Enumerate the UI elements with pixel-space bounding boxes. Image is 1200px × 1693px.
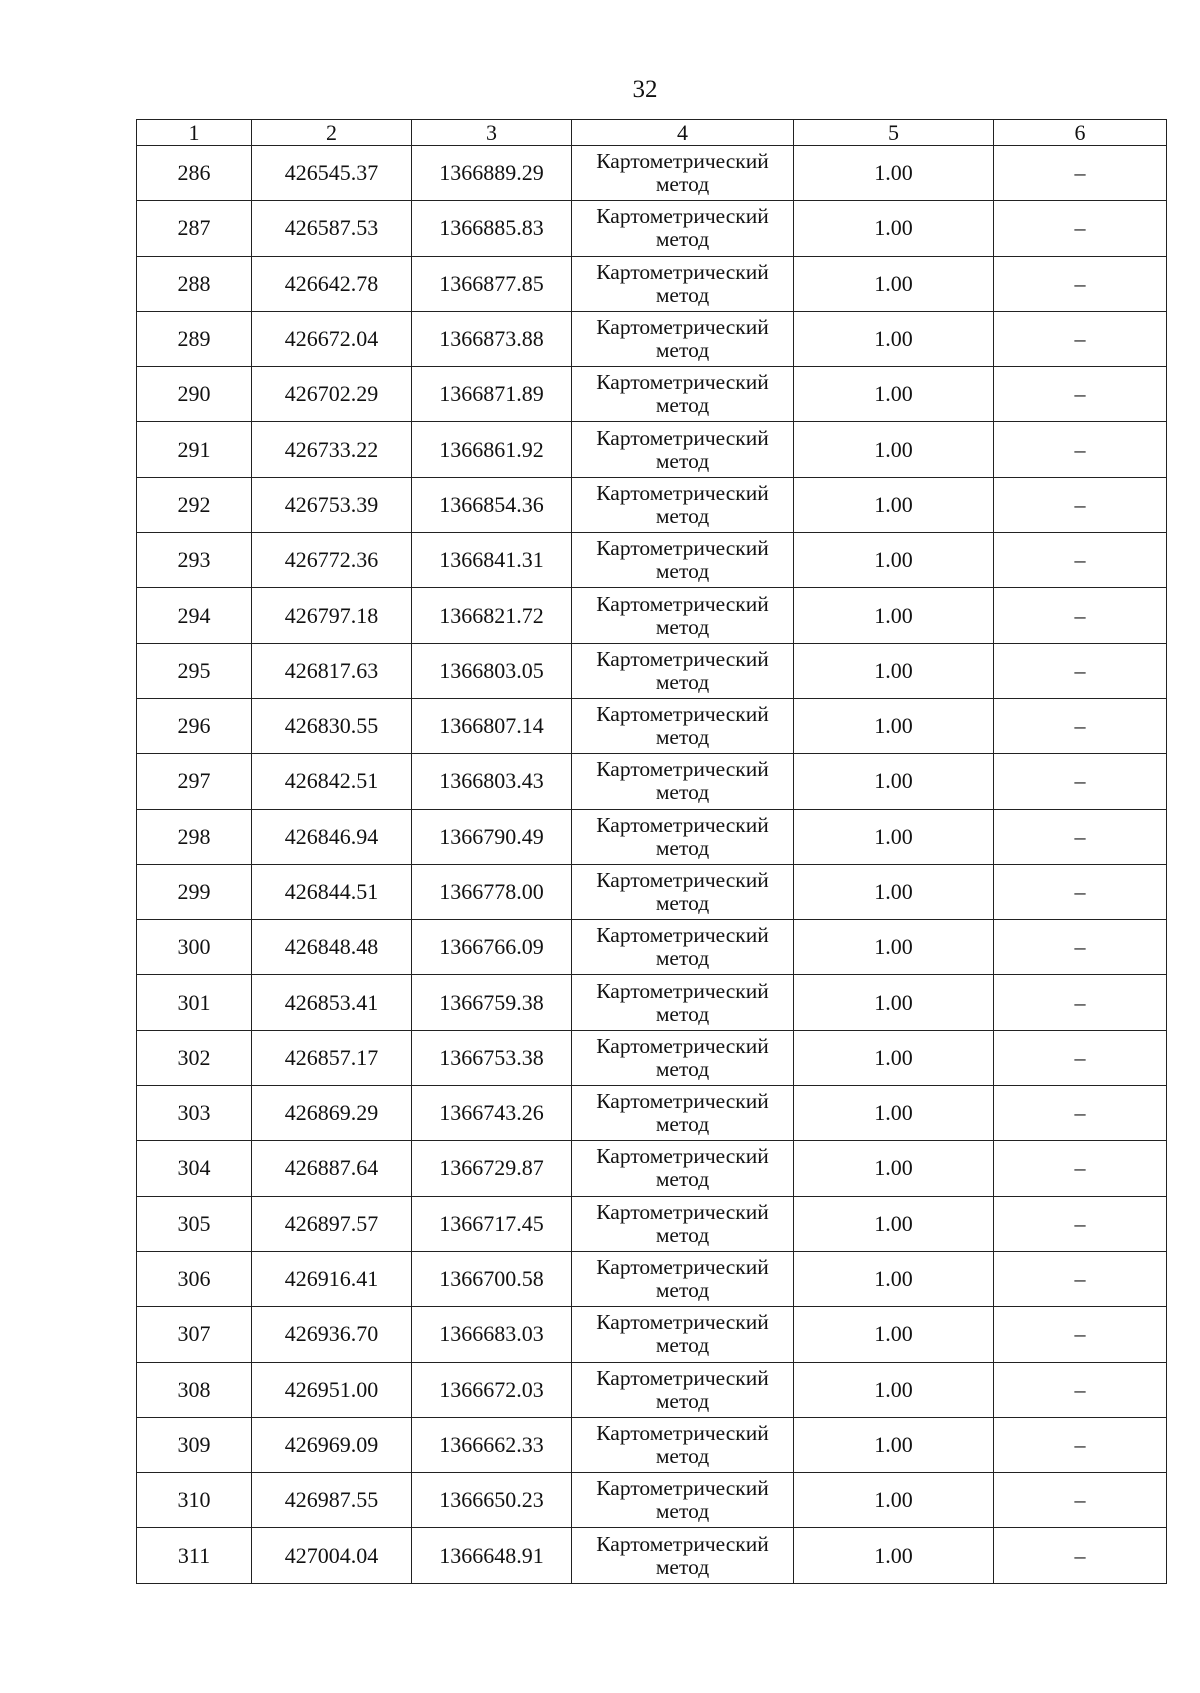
method-line-1: Картометрический — [596, 259, 769, 284]
coordinate-y-cell: 1366717.45 — [412, 1196, 572, 1251]
method-line-1: Картометрический — [596, 868, 769, 892]
coordinate-y-cell: 1366753.38 — [412, 1030, 572, 1085]
table-row — [137, 422, 1167, 477]
note-cell: – — [994, 1030, 1167, 1085]
accuracy-cell: 1.00 — [794, 1307, 994, 1362]
method-line-2: метод — [655, 946, 710, 971]
method-cell — [572, 311, 794, 366]
accuracy-cell: 1.00 — [794, 920, 994, 975]
column-header-6: 6 — [994, 120, 1167, 146]
accuracy-cell: 1.00 — [794, 1196, 994, 1251]
column-header-2: 2 — [252, 120, 412, 146]
note-cell: – — [994, 422, 1167, 477]
point-number-cell: 301 — [137, 975, 252, 1030]
coordinate-x-cell: 426733.22 — [252, 422, 412, 477]
method-line-1: Картометрический — [596, 1365, 769, 1390]
point-number-cell: 290 — [137, 367, 252, 422]
coordinate-y-cell: 1366873.88 — [412, 311, 572, 366]
method-line-2: метод — [655, 725, 710, 750]
method-cell — [572, 422, 794, 477]
point-number-cell: 309 — [137, 1417, 252, 1472]
method-line-2: метод — [655, 1388, 710, 1413]
coordinate-x-cell: 426672.04 — [252, 311, 412, 366]
method-line-2: метод — [655, 282, 710, 307]
point-number-cell: 304 — [137, 1141, 252, 1196]
method-cell — [572, 367, 794, 422]
method-line-1: Картометрический — [596, 315, 769, 340]
note-cell: – — [994, 1141, 1167, 1196]
accuracy-cell: 1.00 — [794, 643, 994, 698]
method-line-2: метод — [655, 503, 710, 528]
accuracy-cell: 1.00 — [794, 477, 994, 532]
coordinate-y-cell: 1366766.09 — [412, 920, 572, 975]
coordinate-y-cell: 1366672.03 — [412, 1362, 572, 1417]
note-cell: – — [994, 809, 1167, 864]
coordinate-y-cell: 1366700.58 — [412, 1251, 572, 1306]
point-number-cell: 307 — [137, 1307, 252, 1362]
table-row — [137, 1251, 1167, 1306]
coordinate-y-cell: 1366790.49 — [412, 809, 572, 864]
coordinate-y-cell: 1366854.36 — [412, 477, 572, 532]
note-cell: – — [994, 864, 1167, 919]
coordinate-y-cell: 1366778.00 — [412, 864, 572, 919]
note-cell: – — [994, 533, 1167, 588]
method-line-2: метод — [655, 780, 710, 805]
point-number-cell: 298 — [137, 809, 252, 864]
column-header-1: 1 — [137, 120, 252, 146]
point-number-cell: 293 — [137, 533, 252, 588]
method-line-2: метод — [655, 1167, 710, 1192]
coordinate-y-cell: 1366877.85 — [412, 256, 572, 311]
note-cell: – — [994, 311, 1167, 366]
coordinate-y-cell: 1366885.83 — [412, 201, 572, 256]
accuracy-cell: 1.00 — [794, 698, 994, 753]
column-header-4: 4 — [572, 120, 794, 146]
method-line-2: метод — [655, 227, 710, 252]
point-number-cell: 289 — [137, 311, 252, 366]
method-line-1: Картометрический — [596, 480, 769, 505]
coordinate-y-cell: 1366889.29 — [412, 146, 572, 201]
table-row — [137, 201, 1167, 256]
accuracy-cell: 1.00 — [794, 422, 994, 477]
coordinate-y-cell: 1366650.23 — [412, 1473, 572, 1528]
table-row — [137, 1086, 1167, 1141]
method-cell — [572, 643, 794, 698]
coordinate-y-cell: 1366648.91 — [412, 1528, 572, 1583]
accuracy-cell: 1.00 — [794, 754, 994, 809]
note-cell: – — [994, 975, 1167, 1030]
coordinate-y-cell: 1366807.14 — [412, 698, 572, 753]
table-row — [137, 588, 1167, 643]
method-cell — [572, 477, 794, 532]
method-line-1: Картометрический — [596, 370, 769, 395]
page-number: 32 — [632, 76, 658, 103]
table-row — [137, 864, 1167, 919]
method-cell — [572, 201, 794, 256]
table-row — [137, 1196, 1167, 1251]
accuracy-cell: 1.00 — [794, 1030, 994, 1085]
table-row — [137, 1417, 1167, 1472]
method-line-1: Картометрический — [596, 149, 769, 174]
coordinate-x-cell: 426951.00 — [252, 1362, 412, 1417]
method-cell — [572, 1196, 794, 1251]
method-line-1: Картометрический — [596, 923, 769, 948]
note-cell: – — [994, 1251, 1167, 1306]
method-line-1: Картометрический — [596, 204, 769, 229]
table-header — [137, 120, 1167, 146]
method-cell — [572, 1473, 794, 1528]
accuracy-cell: 1.00 — [794, 1417, 994, 1472]
method-line-2: метод — [655, 1056, 710, 1081]
accuracy-cell: 1.00 — [794, 533, 994, 588]
point-number-cell: 300 — [137, 920, 252, 975]
coordinate-y-cell: 1366803.43 — [412, 754, 572, 809]
table-body — [137, 146, 1167, 1584]
coordinate-x-cell: 426969.09 — [252, 1417, 412, 1472]
note-cell: – — [994, 1307, 1167, 1362]
method-line-1: Картометрический — [596, 425, 769, 450]
method-line-2: метод — [655, 1554, 710, 1579]
coordinate-x-cell: 427004.04 — [252, 1528, 412, 1583]
coordinate-x-cell: 426987.55 — [252, 1473, 412, 1528]
method-cell — [572, 588, 794, 643]
table-row — [137, 975, 1167, 1030]
method-line-1: Картометрический — [596, 1144, 769, 1169]
coordinate-x-cell: 426817.63 — [252, 643, 412, 698]
method-cell — [572, 1141, 794, 1196]
point-number-cell: 294 — [137, 588, 252, 643]
coordinate-y-cell: 1366729.87 — [412, 1141, 572, 1196]
point-number-cell: 291 — [137, 422, 252, 477]
table-row — [137, 809, 1167, 864]
method-line-1: Картометрический — [596, 1199, 769, 1224]
method-line-1: Картометрический — [596, 757, 769, 782]
point-number-cell: 306 — [137, 1251, 252, 1306]
coordinates-table — [136, 119, 1167, 1584]
point-number-cell: 299 — [137, 864, 252, 919]
point-number-cell: 311 — [137, 1528, 252, 1583]
accuracy-cell: 1.00 — [794, 864, 994, 919]
method-cell — [572, 256, 794, 311]
method-line-2: метод — [655, 1112, 710, 1137]
method-line-1: Картометрический — [596, 812, 769, 837]
point-number-cell: 288 — [137, 256, 252, 311]
coordinate-x-cell: 426887.64 — [252, 1141, 412, 1196]
point-number-cell: 297 — [137, 754, 252, 809]
method-line-2: метод — [655, 1222, 710, 1247]
note-cell: – — [994, 477, 1167, 532]
note-cell: – — [994, 1086, 1167, 1141]
coordinate-y-cell: 1366743.26 — [412, 1086, 572, 1141]
coordinate-x-cell: 426857.17 — [252, 1030, 412, 1085]
table-row — [137, 1141, 1167, 1196]
accuracy-cell: 1.00 — [794, 1362, 994, 1417]
point-number-cell: 287 — [137, 201, 252, 256]
coordinate-y-cell: 1366662.33 — [412, 1417, 572, 1472]
point-number-cell: 296 — [137, 698, 252, 753]
coordinate-x-cell: 426846.94 — [252, 809, 412, 864]
accuracy-cell: 1.00 — [794, 146, 994, 201]
table-row — [137, 367, 1167, 422]
table-row — [137, 920, 1167, 975]
method-line-1: Картометрический — [596, 646, 769, 671]
method-cell — [572, 533, 794, 588]
coordinate-x-cell: 426797.18 — [252, 588, 412, 643]
table-row — [137, 1030, 1167, 1085]
table-row — [137, 643, 1167, 698]
point-number-cell: 302 — [137, 1030, 252, 1085]
table-row — [137, 1362, 1167, 1417]
coordinate-y-cell: 1366871.89 — [412, 367, 572, 422]
method-line-1: Картометрический — [596, 1089, 769, 1114]
method-line-1: Картометрический — [596, 591, 769, 616]
header-row — [137, 120, 1167, 146]
accuracy-cell: 1.00 — [794, 1473, 994, 1528]
method-line-2: метод — [655, 559, 710, 584]
column-header-5: 5 — [794, 120, 994, 146]
method-cell — [572, 698, 794, 753]
point-number-cell: 286 — [137, 146, 252, 201]
method-line-2: метод — [655, 1333, 710, 1358]
accuracy-cell: 1.00 — [794, 1251, 994, 1306]
note-cell: – — [994, 1473, 1167, 1528]
point-number-cell: 295 — [137, 643, 252, 698]
method-line-1: Картометрический — [596, 978, 769, 1003]
method-cell — [572, 920, 794, 975]
table-row — [137, 477, 1167, 532]
accuracy-cell: 1.00 — [794, 1141, 994, 1196]
method-line-2: метод — [655, 669, 710, 694]
method-line-2: метод — [655, 172, 710, 197]
coordinate-x-cell: 426545.37 — [252, 146, 412, 201]
note-cell: – — [994, 256, 1167, 311]
method-line-1: Картометрический — [596, 536, 769, 561]
coordinate-y-cell: 1366861.92 — [412, 422, 572, 477]
method-line-2: метод — [655, 891, 710, 915]
accuracy-cell: 1.00 — [794, 1528, 994, 1583]
note-cell: – — [994, 698, 1167, 753]
accuracy-cell: 1.00 — [794, 1086, 994, 1141]
coordinate-y-cell: 1366803.05 — [412, 643, 572, 698]
table-row — [137, 754, 1167, 809]
coordinate-x-cell: 426853.41 — [252, 975, 412, 1030]
accuracy-cell: 1.00 — [794, 201, 994, 256]
method-line-1: Картометрический — [596, 702, 769, 727]
note-cell: – — [994, 146, 1167, 201]
point-number-cell: 292 — [137, 477, 252, 532]
method-line-2: метод — [655, 338, 710, 363]
method-line-2: метод — [655, 1278, 710, 1303]
note-cell: – — [994, 1196, 1167, 1251]
coordinate-x-cell: 426830.55 — [252, 698, 412, 753]
table-row — [137, 533, 1167, 588]
coordinate-x-cell: 426869.29 — [252, 1086, 412, 1141]
table-row — [137, 1307, 1167, 1362]
coordinate-x-cell: 426844.51 — [252, 864, 412, 919]
coordinate-x-cell: 426936.70 — [252, 1307, 412, 1362]
method-line-1: Картометрический — [596, 1255, 769, 1280]
method-line-2: метод — [655, 614, 710, 639]
method-line-1: Картометрический — [596, 1531, 769, 1556]
note-cell: – — [994, 1417, 1167, 1472]
method-line-2: метод — [655, 835, 710, 860]
table-row — [137, 311, 1167, 366]
method-cell — [572, 1251, 794, 1306]
accuracy-cell: 1.00 — [794, 975, 994, 1030]
point-number-cell: 308 — [137, 1362, 252, 1417]
method-cell — [572, 809, 794, 864]
table-row — [137, 256, 1167, 311]
note-cell: – — [994, 201, 1167, 256]
accuracy-cell: 1.00 — [794, 809, 994, 864]
note-cell: – — [994, 920, 1167, 975]
note-cell: – — [994, 754, 1167, 809]
coordinate-x-cell: 426842.51 — [252, 754, 412, 809]
coordinate-y-cell: 1366683.03 — [412, 1307, 572, 1362]
method-cell — [572, 1086, 794, 1141]
method-line-2: метод — [655, 448, 710, 473]
coordinate-y-cell: 1366821.72 — [412, 588, 572, 643]
coordinate-y-cell: 1366759.38 — [412, 975, 572, 1030]
table-row — [137, 698, 1167, 753]
method-cell — [572, 146, 794, 201]
coordinate-y-cell: 1366841.31 — [412, 533, 572, 588]
method-line-2: метод — [655, 1443, 710, 1468]
method-line-1: Картометрический — [596, 1420, 769, 1445]
accuracy-cell: 1.00 — [794, 588, 994, 643]
method-cell — [572, 1362, 794, 1417]
method-cell — [572, 1030, 794, 1085]
table-row — [137, 1473, 1167, 1528]
method-cell — [572, 1528, 794, 1583]
method-cell — [572, 975, 794, 1030]
coordinate-x-cell: 426642.78 — [252, 256, 412, 311]
coordinate-x-cell: 426753.39 — [252, 477, 412, 532]
method-line-1: Картометрический — [596, 1476, 769, 1501]
method-cell — [572, 864, 794, 919]
method-line-1: Картометрический — [596, 1033, 769, 1058]
point-number-cell: 303 — [137, 1086, 252, 1141]
coordinate-x-cell: 426916.41 — [252, 1251, 412, 1306]
method-line-1: Картометрический — [596, 1310, 769, 1335]
coordinate-x-cell: 426702.29 — [252, 367, 412, 422]
coordinate-x-cell: 426587.53 — [252, 201, 412, 256]
method-cell — [572, 754, 794, 809]
note-cell: – — [994, 1362, 1167, 1417]
table-row — [137, 1528, 1167, 1583]
point-number-cell: 310 — [137, 1473, 252, 1528]
accuracy-cell: 1.00 — [794, 367, 994, 422]
accuracy-cell: 1.00 — [794, 311, 994, 366]
note-cell: – — [994, 367, 1167, 422]
note-cell: – — [994, 643, 1167, 698]
coordinate-x-cell: 426897.57 — [252, 1196, 412, 1251]
method-line-2: метод — [655, 1499, 710, 1524]
method-line-2: метод — [655, 1001, 710, 1026]
accuracy-cell: 1.00 — [794, 256, 994, 311]
method-cell — [572, 1417, 794, 1472]
method-line-2: метод — [655, 393, 710, 418]
column-header-3: 3 — [412, 120, 572, 146]
coordinate-x-cell: 426772.36 — [252, 533, 412, 588]
table-row — [137, 146, 1167, 201]
point-number-cell: 305 — [137, 1196, 252, 1251]
note-cell: – — [994, 1528, 1167, 1583]
method-cell — [572, 1307, 794, 1362]
note-cell: – — [994, 588, 1167, 643]
coordinate-x-cell: 426848.48 — [252, 920, 412, 975]
